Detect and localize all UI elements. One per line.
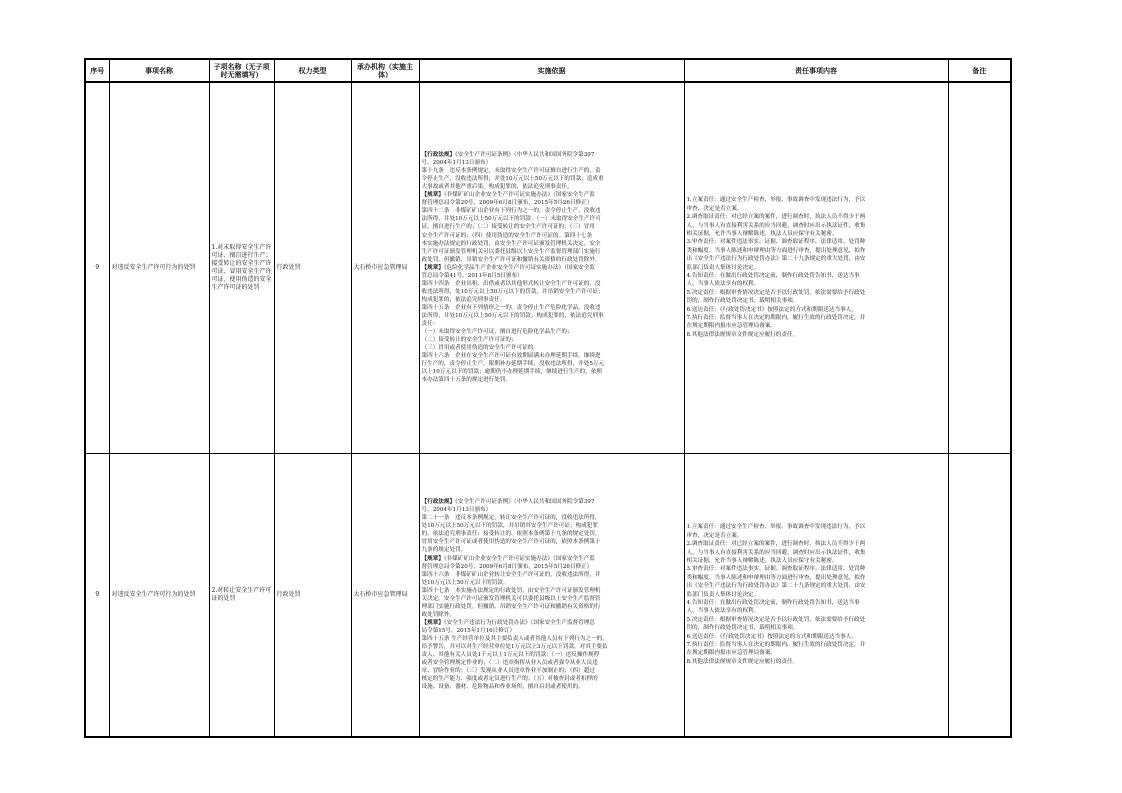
text-line: 的，依法追究刑事责任；接受转让的，依照本条例第十九条的规定处罚。 xyxy=(421,531,601,538)
header-seq: 序号 xyxy=(85,59,109,82)
text-line: （三）冒用或者使用伪造的安全生产许可证的。 xyxy=(421,345,539,352)
text-line: 督管理总局令第20号，2009年6月8日颁布，2015年5月26日修正） xyxy=(421,200,593,207)
header-responsibilities: 责任事项内容 xyxy=(684,59,948,82)
text-line: 出《安全生产违法行为行政处罚办法》第二十九条规定的重大处罚，由安 xyxy=(686,583,866,590)
row-power-type: 行政处罚 xyxy=(274,453,351,737)
text-line: 相关证据，允许当事人辩解陈述，执法人员应保守有关秘密。 xyxy=(686,230,838,237)
text-line: 设施、设备、器材、危险物品和作业场所，擅自启封或者使用的。 xyxy=(421,684,584,691)
text-line: 给予警告，并可以对生产经营单位处1万元以上3万元以下罚款，对其主要负 xyxy=(421,644,608,651)
text-line: 在规定期限内报市应急管理局备案。 xyxy=(686,650,777,657)
row-remarks xyxy=(948,82,1011,453)
text-line: 本实施办法规定的行政处罚，由安全生产许可证颁发管理机关决定。安全 xyxy=(421,240,601,247)
table-row xyxy=(85,82,1011,453)
header-sub-item: 子项名称（无子项时无需填写） xyxy=(209,59,274,82)
text-line: 第十九条 违反本条例规定，未取得安全生产许可证擅自进行生产的，责 xyxy=(421,168,601,175)
row-agency: 大石桥市应急管理局 xyxy=(351,453,419,737)
header-basis: 实施依据 xyxy=(419,59,684,82)
header-power-type: 权力类型 xyxy=(274,59,351,82)
row-sub-item: 2.对转让安全生产许可证的处罚 xyxy=(209,453,274,737)
text-line: 九条的规定处罚。 xyxy=(421,547,467,554)
text-line: 证，擅自进行生产的；（二）接受转让的安全生产许可证的；（三）冒用 xyxy=(421,224,595,231)
text-line: 责人、其他有关人员处1千元以上1万元以下的罚款：（一）违反操作规程 xyxy=(421,652,600,659)
text-line: 6.送达责任：《行政处罚决定书》按照法定的方式和期限送达当事人。 xyxy=(686,633,857,640)
text-line: 类和幅度、当事人陈述和申辩理由等方面进行审查，提出处理意见，拟作 xyxy=(686,574,866,581)
text-line: 5.决定责任：根据审查情况决定是否予以行政处罚，依法需要给予行政处 xyxy=(686,289,866,296)
text-line: 人，当事人依法享有的权利。 xyxy=(686,608,760,615)
table-row xyxy=(85,453,1011,737)
text-line: 【行政法规】《安全生产许可证条例》（中华人民共和国国务院令第397 xyxy=(421,499,595,506)
text-line: 第二十一条 违反本条例规定，转让安全生产许可证的，没收违法所得， xyxy=(421,515,601,522)
text-line: 处10万元以上50万元以下的罚款。 xyxy=(421,579,509,586)
text-line: 政处罚除外。 xyxy=(421,611,456,618)
text-line: 相关证据，允许当事人辩解陈述，执法人员应保守有关秘密。 xyxy=(686,557,838,564)
text-line: 监部门负责人集体讨论决定。 xyxy=(686,264,760,271)
text-line: 类和幅度、当事人陈述和申辩理由等方面进行审查，提出处理意见，拟作 xyxy=(686,247,866,254)
text-line: 【规章】《非煤矿矿山企业安全生产许可证实施办法》（国家安全生产监 xyxy=(421,555,595,562)
text-line: 4.告知责任：在做出行政处罚决定前，制作行政处罚告知书，送达当事 xyxy=(686,272,860,279)
text-line: （一）未取得安全生产许可证，擅自进行危险化学品生产的； xyxy=(421,329,573,336)
row-responsibilities xyxy=(684,82,948,453)
text-line: 号、2004年1月13日颁布） xyxy=(421,507,492,514)
text-line: 3.审查责任：对案件违法事实、证据、调查取证程序、法律适用、处罚种 xyxy=(686,239,866,246)
text-line: 8.其他法律法规规章文件规定应履行的责任。 xyxy=(686,331,799,338)
row-seq: 9 xyxy=(85,82,109,453)
header-row xyxy=(85,59,1011,82)
text-line: 核定的生产能力、强度或者定员进行生产的；（五）对被查封或者扣押的 xyxy=(421,676,598,683)
text-line: 2.调查取证责任：对已经立案的案件，进行调查时，执法人员不得少于两 xyxy=(686,214,866,221)
text-line: 人，与当事人有直接利害关系的应当回避，调查时应出示执法证件，收集 xyxy=(686,549,866,556)
text-line: 人，当事人依法享有的权利。 xyxy=(686,281,760,288)
text-line: 7.执行责任：监督当事人在决定的期限内，履行生效的行政处罚决定，并 xyxy=(686,641,866,648)
text-line: 【行政法规】《安全生产许可证条例》（中华人民共和国国务院令第397 xyxy=(421,152,595,159)
text-line: 【规章】《危险化学品生产企业安全生产许可证实施办法》（国家安全监 xyxy=(421,264,595,271)
text-line: 法所得，并处10万元以上50万元以下的罚款；构成犯罪的，依法追究刑事 xyxy=(421,313,604,319)
text-line: 以上10万元以下的罚款；逾期仍不办理延期手续，继续进行生产的，依照 xyxy=(421,369,603,376)
text-line: 理部门实施行政处罚。但撤销、吊销安全生产许可证和撤销有关资格的行 xyxy=(421,603,601,610)
text-line: 第四十五条 企业有下列情形之一的，责令停止生产危险化学品，没收违 xyxy=(421,304,601,311)
text-line: 构成犯罪的，依法追究刑事责任。 xyxy=(421,296,506,303)
row-seq: 9 xyxy=(85,453,109,737)
row-basis xyxy=(419,453,684,737)
text-line: 令停止生产，没收违法所得，并处10万元以上50万元以下的罚款；造成重 xyxy=(421,176,604,183)
text-line: 收违法所得，处10万元以上50万元以下的罚款，并吊销安全生产许可证； xyxy=(421,288,604,295)
text-line: 审查，决定是否立案。 xyxy=(686,205,743,212)
text-line: 管总局令第41号，2011年8月5日颁布） xyxy=(421,272,523,279)
text-line: 生产许可证颁发管理机关可以委托县级以上安全生产监督管理部门实施行 xyxy=(421,248,601,255)
text-line: 章、冒险作业的；（三）发现从业人员违章作业不加制止的；（四）超过 xyxy=(421,668,595,675)
header-remarks: 备注 xyxy=(948,59,1011,82)
text-line: 3.审查责任：对案件违法事实、证据、调查取证程序、法律适用、处罚种 xyxy=(686,566,866,573)
text-line: 出《安全生产违法行为行政处罚办法》第二十九条规定的重大处罚，由安 xyxy=(686,256,866,263)
text-line: 6.送达责任：《行政处罚决定书》按照法定的方式和期限送达当事人。 xyxy=(686,306,857,313)
text-line: 第四十五条 生产经营单位及其主要负责人或者其他人员有下列行为之一的， xyxy=(421,635,608,642)
text-line: 8.其他法律法规规章文件规定应履行的责任。 xyxy=(686,658,799,665)
text-line: 【规章】《安全生产违法行为行政处罚办法》（国家安全生产监督管理总 xyxy=(421,619,595,626)
text-line: 第四十六条 企业在安全生产许可证有效期届满未办理延期手续，继续进 xyxy=(421,353,601,360)
text-line: 第四十四条 企业出租、出借或者以其他形式转让安全生产许可证的，没 xyxy=(421,280,601,287)
text-line: 审查，决定是否立案。 xyxy=(686,532,743,539)
text-line: 行生产的，责令停止生产，限期补办延期手续，没收违法所得，并处5万元 xyxy=(421,361,605,368)
row-remarks xyxy=(948,453,1011,737)
text-line: 处10万元以上50万元以下的罚款，并吊销其安全生产许可证；构成犯罪 xyxy=(421,523,598,530)
row-agency: 大石桥市应急管理局 xyxy=(351,82,419,453)
text-line: 第四十二条 非煤矿矿山企业有下列行为之一的，责令停止生产，没收违 xyxy=(421,208,601,215)
text-line: 5.决定责任：根据审查情况决定是否予以行政处罚，依法需要给予行政处 xyxy=(686,616,866,623)
header-agency: 承办机构（实施主体） xyxy=(351,59,419,82)
row-sub-item: 1.对未取得安全生产许可证、擅自进行生产；接受转让的安全生产许可证、冒用安全生产许可证、使用伪造的安全生产许可证的处罚 xyxy=(209,82,274,453)
text-line: 关决定。安全生产许可证颁发管理机关可以委托县级以上安全生产监督管 xyxy=(421,595,601,602)
row-basis xyxy=(419,82,684,453)
text-line: 4.告知责任：在做出行政处罚决定前，制作行政处罚告知书，送达当事 xyxy=(686,599,860,606)
text-line: 1.立案责任：通过安全生产检查、举报、事故调查中发现违法行为，予以 xyxy=(686,524,866,531)
text-line: 在规定期限内报市应急管理局备案。 xyxy=(686,323,777,330)
text-line: 或者安全管理规定作业的；（二）违章指挥从业人员或者强令从业人员违 xyxy=(421,660,598,667)
power-list-table xyxy=(84,58,1012,738)
text-line: 安全生产许可证的；（四）使用伪造的安全生产许可证的。第四十七条 xyxy=(421,232,593,239)
text-line: 第四十六条 非煤矿矿山企业转让安全生产许可证的，没收违法所得，并 xyxy=(421,571,601,578)
text-line: 法所得，并处10万元以上50万元以下的罚款：（一）未取得安全生产许可 xyxy=(421,216,601,223)
text-line: 1.立案责任：通过安全生产检查、举报、事故调查中发现违法行为，予以 xyxy=(686,197,866,204)
text-line: 政处罚。但撤销、吊销安全生产许可证和撤销有关资格的行政处罚除外。 xyxy=(421,256,601,263)
text-line: 7.执行责任：监督当事人在决定的期限内，履行生效的行政处罚决定，并 xyxy=(686,314,866,321)
text-line: 大事故或者其他严重后果，构成犯罪的，依法追究刑事责任。 xyxy=(421,184,573,191)
header-item-name: 事项名称 xyxy=(109,59,209,82)
row-power-type: 行政处罚 xyxy=(274,82,351,453)
text-line: 局令第15号，2015年1月16日修订） xyxy=(421,627,516,634)
text-line: 本办法第四十五条的规定进行处罚。 xyxy=(421,377,512,384)
text-line: 人，与当事人有直接利害关系的应当回避，调查时应出示执法证件，收集 xyxy=(686,222,866,229)
text-line: 【规章】《非煤矿矿山企业安全生产许可证实施办法》（国家安全生产监 xyxy=(421,192,595,199)
text-line: 责任： xyxy=(421,321,439,328)
row-responsibilities xyxy=(684,453,948,737)
text-line: 第四十七条 本实施办法规定的行政处罚，由安全生产许可证颁发管理机 xyxy=(421,587,601,594)
text-line: （二）接受转让的安全生产许可证的； xyxy=(421,337,517,344)
text-line: 监部门负责人集体讨论决定。 xyxy=(686,591,760,598)
text-line: 督管理总局令第20号，2009年6月8日颁布，2015年5月26日修正） xyxy=(421,563,593,570)
text-line: 号、2004年1月13日颁布） xyxy=(421,160,492,167)
text-line: 2.调查取证责任：对已经立案的案件，进行调查时，执法人员不得少于两 xyxy=(686,541,866,548)
text-line: 罚的，制作行政处罚决定书，载明相关事项。 xyxy=(686,298,799,305)
row-item-name: 对违反安全生产许可行为的处罚 xyxy=(109,453,209,737)
text-line: 罚的，制作行政处罚决定书，载明相关事项。 xyxy=(686,625,799,632)
text-line: 冒用安全生产许可证或者使用伪造的安全生产许可证的，依照本条例第十 xyxy=(421,539,601,546)
row-item-name: 对违反安全生产许可行为的处罚 xyxy=(109,82,209,453)
